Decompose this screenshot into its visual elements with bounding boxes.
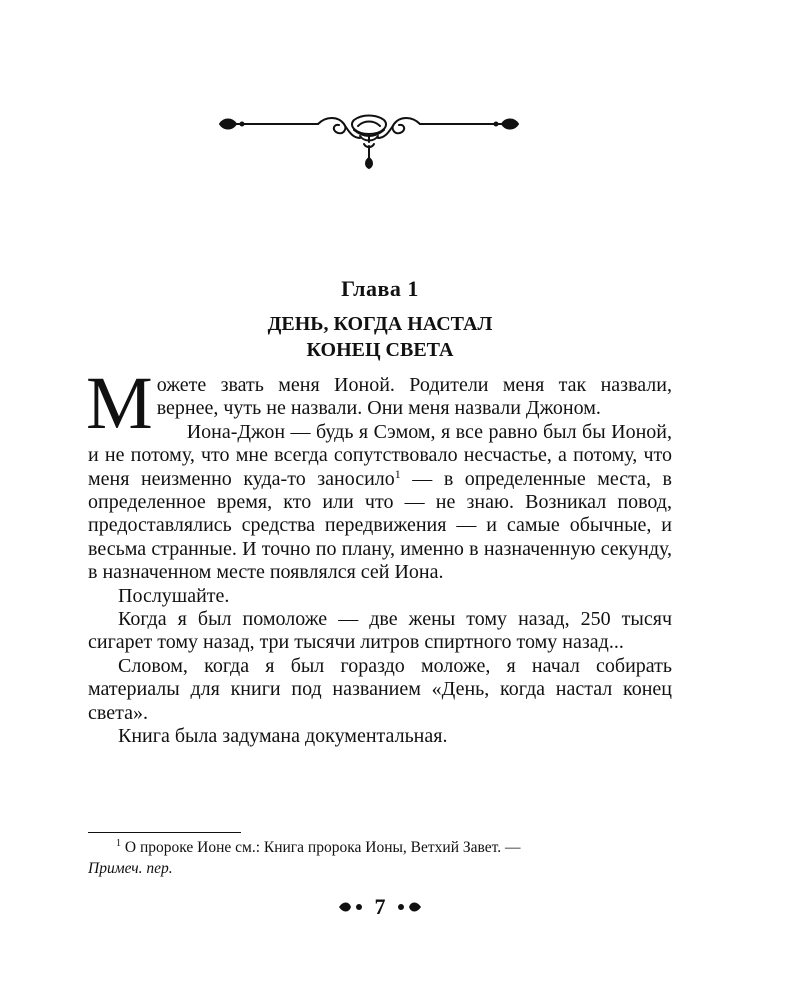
paragraph-2-text-after: — в определенные места, в определенное время, кто или что — не знаю. Возникал повод, предоставлялись средства передвижения — и самые обычные, и весьма странные. И точно по плану, именно в назначенную секунду, в назначенном месте появлялся сей Иона. [88,467,672,584]
paragraph-2 [88,421,672,585]
paragraph-4: Когда я был помоложе — две жены тому назад, 250 тысяч сигарет тому назад, три тысячи литров спиртного тому назад... [88,608,672,654]
chapter-number: Глава 1 [341,276,419,301]
footnote [88,837,672,879]
footnote-divider [88,832,241,833]
paragraph-3: Послушайте. [118,584,230,607]
footnote-note [88,858,672,879]
footnote-italic-note: Примеч. пер. [88,860,173,877]
paragraph-5: Словом, когда я был гораздо моложе, я начал собирать материалы для книги под названием «День, когда настал конец света». [88,654,672,724]
footnote-line [88,837,672,858]
footnote-marker: 1 [116,838,121,849]
page-number: 7 [374,893,386,919]
chapter-title [0,311,760,363]
body-text [86,362,672,749]
paragraph-1-text: ожете звать меня Ионой. Родители меня так назвали, вернее, чуть не назвали. Они меня назвали Джоном. [156,374,672,420]
drop-cap: М [86,362,153,445]
paragraph-6: Книга была задумана документальная. [118,725,448,748]
header-flourish-ornament-icon [214,112,524,174]
footnote-reference[interactable]: 1 [394,466,401,481]
footnote-text: О пророке Ионе см.: Книга пророка Ионы, Ветхий Завет. — [121,839,521,856]
chapter-title-line-1: ДЕНЬ, КОГДА НАСТАЛ [267,313,493,335]
paragraph-2-text-before: Иона-Джон — будь я Сэмом, я все равно был бы Ионой, и не потому, что мне всегда сопутствовало несчастье, а потому, что меня неизменно куда-то заносило [88,420,672,490]
paragraph-1 [86,362,672,445]
right-page-number-ornament-icon [395,900,423,914]
page-footer [0,892,760,920]
chapter-title-line-2: КОНЕЦ СВЕТА [306,339,454,361]
left-page-number-ornament-icon [337,900,365,914]
